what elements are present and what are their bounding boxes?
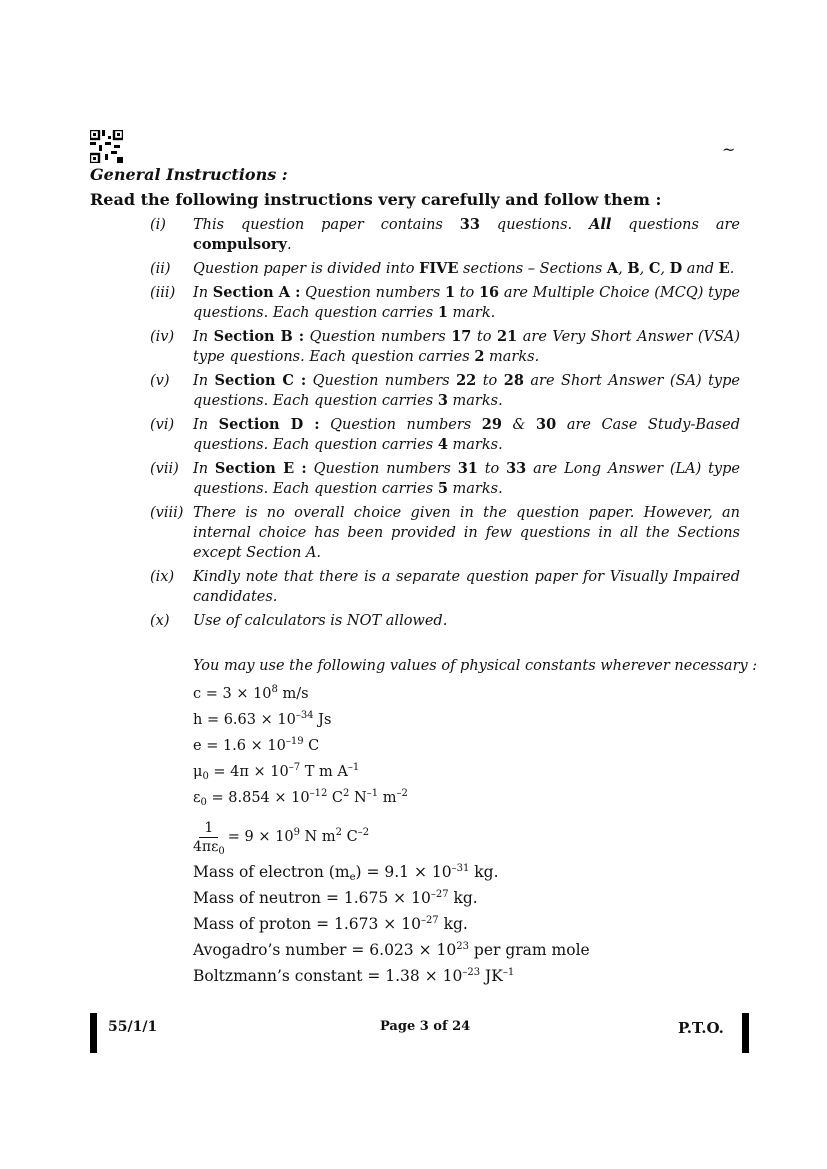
constant-expression: [193, 764, 359, 780]
constant-expression: [193, 967, 514, 985]
text-segment: ,: [618, 261, 628, 277]
instruction-number: (vi): [150, 417, 175, 433]
text-segment: Kindly note that there is a separate question paper for Visually Impaired candidates.: [193, 569, 740, 605]
text-segment: C: [303, 738, 320, 754]
text-segment: m/s: [277, 686, 309, 702]
instruction-text: [193, 283, 740, 323]
text-segment: Question numbers: [306, 461, 458, 477]
constant-expression: [193, 686, 309, 702]
text-segment: JK: [480, 967, 503, 985]
text-segment: marks.: [447, 481, 503, 497]
superscript: 9: [293, 827, 300, 838]
instruction-item: [150, 567, 740, 607]
superscript: –2: [396, 788, 408, 799]
bold-text: 33: [506, 460, 527, 477]
bold-text: 30: [536, 416, 557, 433]
text-segment: C: [341, 829, 358, 845]
superscript: –12: [309, 788, 328, 799]
instructions-subheading: Read the following instructions very carefully and follow them :: [90, 190, 662, 209]
text-segment: Mass of electron (m: [193, 863, 350, 881]
text-segment: N m: [299, 829, 336, 845]
bold-text: Section C :: [214, 372, 307, 389]
text-segment: μ: [193, 764, 203, 780]
text-segment: Mass of proton = 1.673 × 10: [193, 915, 421, 933]
bold-text: 5: [437, 480, 448, 497]
page-footer: [90, 1013, 750, 1053]
text-segment: e = 1.6 × 10: [193, 738, 286, 754]
instruction-text: [193, 259, 740, 279]
text-segment: Use of calculators is NOT allowed.: [193, 613, 448, 629]
subscript: 0: [202, 771, 209, 782]
bold-text: A: [606, 260, 619, 277]
superscript: –27: [420, 915, 439, 926]
text-segment: Avogadro’s number = 6.023 × 10: [193, 941, 457, 959]
bold-text: Section A :: [212, 284, 301, 301]
instruction-item: [150, 415, 740, 455]
text-segment: to: [476, 373, 504, 389]
text-segment: ) = 9.1 × 10: [355, 863, 452, 881]
text-segment: marks.: [484, 349, 540, 365]
constant-expression: [193, 712, 331, 728]
text-segment: C: [327, 790, 344, 806]
bold-text: 3: [437, 392, 448, 409]
instruction-number: (ii): [150, 261, 171, 277]
bold-text: FIVE: [419, 260, 459, 277]
constant-row: [193, 683, 590, 709]
instruction-item: [150, 503, 740, 563]
bold-text: 31: [457, 460, 478, 477]
fraction: [193, 819, 225, 856]
qr-code-icon: [90, 130, 123, 163]
text-segment: are Case Study-Based questions. Each question carries: [193, 417, 740, 453]
bold-text: 33: [459, 216, 480, 233]
instruction-text: [193, 503, 740, 563]
bold-text: 16: [478, 284, 500, 301]
superscript: –34: [295, 710, 314, 721]
text-segment: to: [471, 329, 498, 345]
constant-expression: [193, 915, 468, 933]
bold-text: 2: [474, 348, 485, 365]
text-segment: marks.: [447, 437, 503, 453]
text-segment: = 8.854 × 10: [206, 790, 310, 806]
bold-text: Section B :: [213, 328, 305, 345]
superscript: –27: [430, 889, 449, 900]
instruction-number: (ix): [150, 569, 175, 585]
text-segment: .: [286, 237, 292, 253]
instruction-text: [193, 611, 740, 631]
constant-expression: [193, 863, 499, 881]
superscript: 2: [343, 788, 350, 799]
constant-expression: [193, 889, 478, 907]
instruction-number: (i): [150, 217, 166, 233]
bold-text: All: [589, 216, 612, 233]
text-segment: to: [455, 285, 479, 301]
superscript: –1: [366, 788, 379, 799]
text-segment: per gram mole: [468, 941, 590, 959]
text-segment: ε: [193, 790, 201, 806]
text-segment: sections – Sections: [458, 261, 607, 277]
constant-expression: [193, 790, 408, 806]
superscript: 23: [456, 941, 469, 952]
instruction-item: [150, 611, 740, 631]
bold-text: 22: [456, 372, 477, 389]
text-segment: kg.: [448, 889, 478, 907]
text-segment: to: [477, 461, 507, 477]
text-segment: In: [193, 461, 215, 477]
text-segment: .: [729, 261, 735, 277]
fraction-denominator: [193, 838, 225, 856]
text-segment: Question numbers: [304, 329, 452, 345]
instruction-text: [193, 327, 740, 367]
text-segment: &: [501, 417, 537, 433]
instruction-item: [150, 371, 740, 411]
text-segment: marks.: [447, 393, 503, 409]
instruction-text: [193, 459, 740, 499]
superscript: –1: [347, 762, 360, 773]
text-segment: In: [193, 329, 214, 345]
instruction-number: (iv): [150, 329, 175, 345]
bold-text: 1: [444, 284, 456, 301]
text-segment: Question numbers: [306, 373, 457, 389]
text-segment: In: [193, 285, 213, 301]
text-segment: = 4π × 10: [208, 764, 289, 780]
constant-row: [193, 861, 590, 887]
tilde-mark: ~: [722, 140, 736, 159]
instruction-item: [150, 283, 740, 323]
constant-row: [193, 735, 590, 761]
text-segment: This question paper contains: [193, 217, 460, 233]
instructions-list: [150, 215, 740, 635]
text-segment: are Multiple Choice (MCQ) type questions. Each question carries: [193, 285, 740, 321]
text-segment: are Short Answer (SA) type questions. Each question carries: [193, 373, 740, 409]
bold-text: C: [648, 260, 661, 277]
text-segment: kg.: [438, 915, 468, 933]
text-segment: kg.: [469, 863, 499, 881]
bold-text: compulsory: [193, 236, 287, 253]
left-margin-bar: [90, 1013, 97, 1053]
bold-text: 28: [503, 372, 524, 389]
text-segment: Question numbers: [319, 417, 482, 433]
constants-note: You may use the following values of physical constants wherever necessary :: [193, 658, 758, 674]
superscript: –31: [451, 863, 470, 874]
constant-expression: [228, 826, 369, 848]
bold-text: 17: [451, 328, 472, 345]
bold-text: 21: [497, 328, 518, 345]
superscript: 8: [271, 684, 278, 695]
constant-expression: [193, 941, 590, 959]
bold-text: B: [627, 260, 640, 277]
superscript: 2: [335, 827, 342, 838]
text-segment: Question numbers: [300, 285, 445, 301]
instruction-item: [150, 327, 740, 367]
instruction-number: (iii): [150, 285, 176, 301]
instruction-number: (x): [150, 613, 170, 629]
fraction-numerator: 1: [199, 819, 218, 838]
right-margin-bar: [742, 1013, 749, 1053]
text-segment: questions are: [611, 217, 740, 233]
bold-text: Section E :: [214, 460, 307, 477]
bold-text: 29: [481, 416, 502, 433]
text-segment: are Very Short Answer (VSA) type questions. Each question carries: [193, 329, 741, 365]
instruction-item: [150, 459, 740, 499]
text-segment: There is no overall choice given in the question paper. However, an internal choice has been provided in few questions in all the Sections except Section A.: [193, 505, 740, 561]
constant-row: [193, 761, 590, 787]
constant-row: [193, 709, 590, 735]
pto-label: P.T.O.: [678, 1019, 724, 1037]
text-segment: Js: [313, 712, 332, 728]
instruction-item: [150, 215, 740, 255]
text-segment: ,: [660, 261, 670, 277]
text-segment: In: [193, 373, 215, 389]
text-segment: mark.: [447, 305, 496, 321]
text-segment: c = 3 × 10: [193, 686, 272, 702]
denominator-text: 4πε: [193, 838, 219, 855]
instruction-item: [150, 259, 740, 279]
superscript: –7: [288, 762, 301, 773]
text-segment: = 9 × 10: [227, 829, 294, 845]
bold-text: D: [669, 260, 683, 277]
superscript: –2: [357, 827, 370, 838]
bold-text: Section D :: [218, 416, 320, 433]
text-segment: T m A: [300, 764, 348, 780]
bold-text: 4: [437, 436, 448, 453]
constant-row: [193, 965, 590, 991]
instruction-text: [193, 415, 740, 455]
subscript: 0: [200, 797, 207, 808]
text-segment: In: [193, 417, 219, 433]
instruction-number: (v): [150, 373, 170, 389]
constants-list: [193, 683, 590, 991]
instruction-text: [193, 215, 740, 255]
text-segment: ,: [639, 261, 649, 277]
text-segment: questions.: [479, 217, 590, 233]
instruction-number: (viii): [150, 505, 184, 521]
text-segment: Boltzmann’s constant = 1.38 × 10: [193, 967, 463, 985]
text-segment: m: [378, 790, 397, 806]
subscript: e: [349, 872, 356, 883]
superscript: –1: [502, 967, 515, 978]
text-segment: h = 6.63 × 10: [193, 712, 296, 728]
instruction-number: (vii): [150, 461, 179, 477]
superscript: –23: [462, 967, 481, 978]
text-segment: N: [349, 790, 367, 806]
text-segment: are Long Answer (LA) type questions. Each question carries: [193, 461, 740, 497]
constant-row: [193, 887, 590, 913]
bold-text: E: [718, 260, 730, 277]
constant-row: [193, 813, 590, 861]
denominator-subscript: 0: [218, 845, 225, 857]
text-segment: Mass of neutron = 1.675 × 10: [193, 889, 431, 907]
constant-row: [193, 913, 590, 939]
instruction-text: [193, 567, 740, 607]
paper-code: 55/1/1: [108, 1019, 158, 1035]
page-number: Page 3 of 24: [380, 1019, 471, 1034]
general-instructions-heading: General Instructions :: [90, 165, 288, 184]
superscript: –19: [285, 736, 304, 747]
text-segment: and: [682, 261, 719, 277]
constant-row: [193, 939, 590, 965]
bold-text: 1: [437, 304, 448, 321]
constant-expression: [193, 738, 319, 754]
constant-row: [193, 787, 590, 813]
text-segment: Question paper is divided into: [193, 261, 420, 277]
instruction-text: [193, 371, 740, 411]
